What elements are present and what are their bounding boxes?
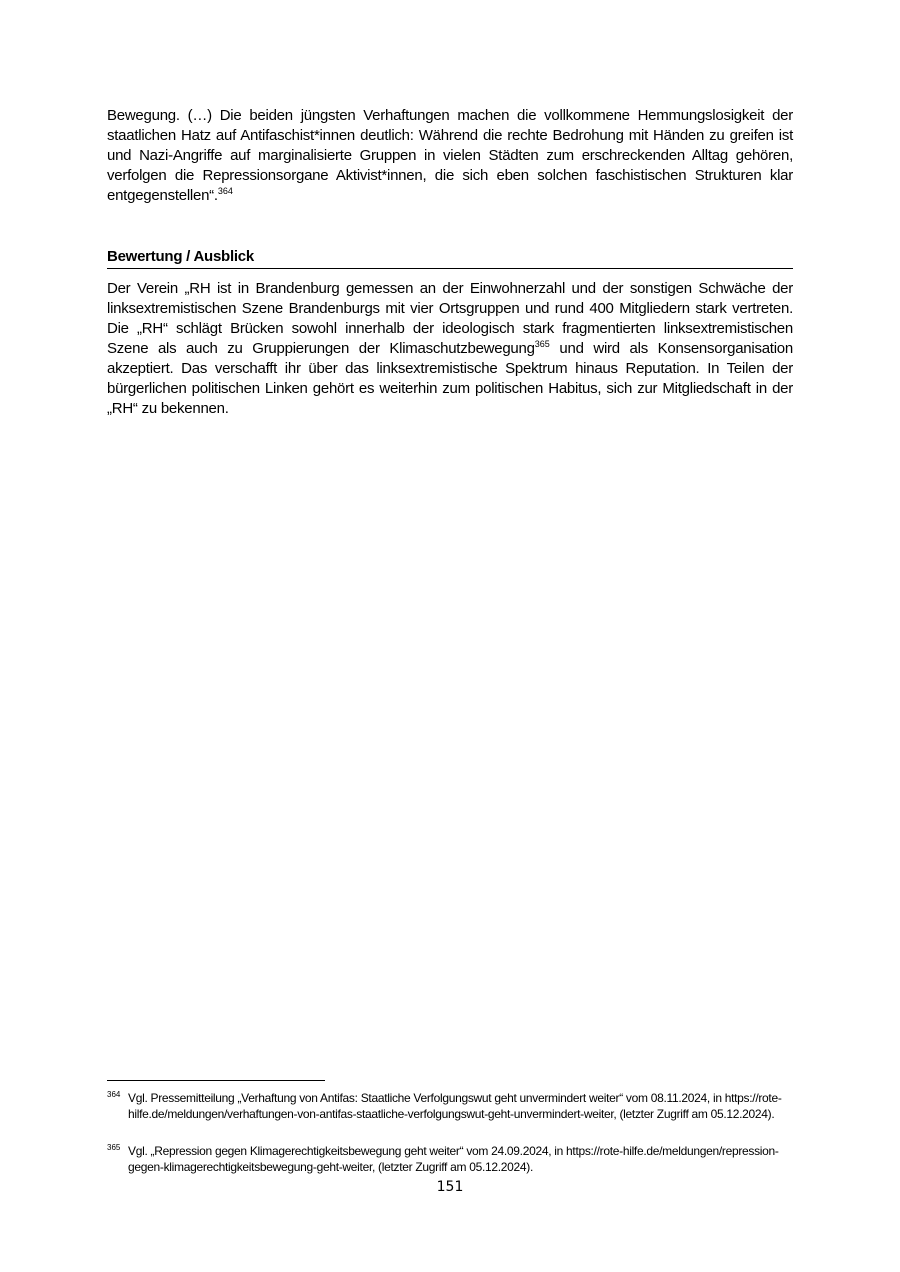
footnote-number: 365 bbox=[107, 1143, 121, 1152]
footnote-text: Vgl. „Repression gegen Klimagerechtigkeitsbewegung geht weiter“ vom 24.09.2024, in https://rote-hilfe.de/meldungen/repression-gegen-klimagerechtigkeitsbewegung-geht-weiter, (letzter Zugriff am 05.12.2024). bbox=[128, 1144, 779, 1174]
footnote-divider bbox=[107, 1080, 325, 1081]
assessment-text-part2: und wird als Konsensorganisation akzeptiert. Das verschafft ihr über das linksextremistische Spektrum hinaus Reputation. In Teilen der bürgerlichen politischen Linken gehört es weiterhin zum politischen Habitus, sich zur Mitgliedschaft in der „RH“ zu bekennen. bbox=[107, 340, 793, 417]
footnote-number: 364 bbox=[107, 1090, 121, 1099]
page-number: 151 bbox=[436, 1179, 464, 1195]
footnote-text: Vgl. Pressemitteilung „Verhaftung von Antifas: Staatliche Verfolgungswut geht unvermindert weiter“ vom 08.11.2024, in https://rote-hilfe.de/meldungen/verhaftungen-von-antifas-staatliche-verfolgungswut-geht-unvermindert-weiter, (letzter Zugriff am 05.12.2024). bbox=[128, 1091, 782, 1121]
section-heading: Bewertung / Ausblick bbox=[107, 247, 793, 269]
footnote-364 bbox=[107, 1090, 793, 1122]
footnote-ref-364[interactable]: 364 bbox=[217, 186, 233, 196]
assessment-text-part1: Der Verein „RH ist in Brandenburg gemessen an der Einwohnerzahl und der sonstigen Schwäche der linksextremistischen Szene Brandenburgs mit vier Ortsgruppen und rund 400 Mitgliedern stark vertreten. Die „RH“ schlägt Brücken sowohl innerhalb der ideologisch stark fragmentierten linksextremistischen Szene als auch zu Gruppierungen der Klimaschutzbewegung bbox=[107, 280, 793, 357]
assessment-paragraph bbox=[107, 279, 793, 419]
footnote-365 bbox=[107, 1143, 793, 1175]
intro-paragraph bbox=[107, 106, 793, 206]
intro-text: Bewegung. (…) Die beiden jüngsten Verhaftungen machen die vollkommene Hemmungslosigkeit der staatlichen Hatz auf Antifaschist*innen deutlich: Während die rechte Bedrohung mit Händen zu greifen ist und Nazi-Angriffe auf marginalisierte Gruppen in vielen Städten zum erschreckenden Alltag gehören, verfolgen die Repressionsorgane Aktivist*innen, die sich eben solchen faschistischen Strukturen klar entgegenstellen“. bbox=[107, 107, 793, 204]
footnote-ref-365[interactable]: 365 bbox=[534, 339, 550, 349]
